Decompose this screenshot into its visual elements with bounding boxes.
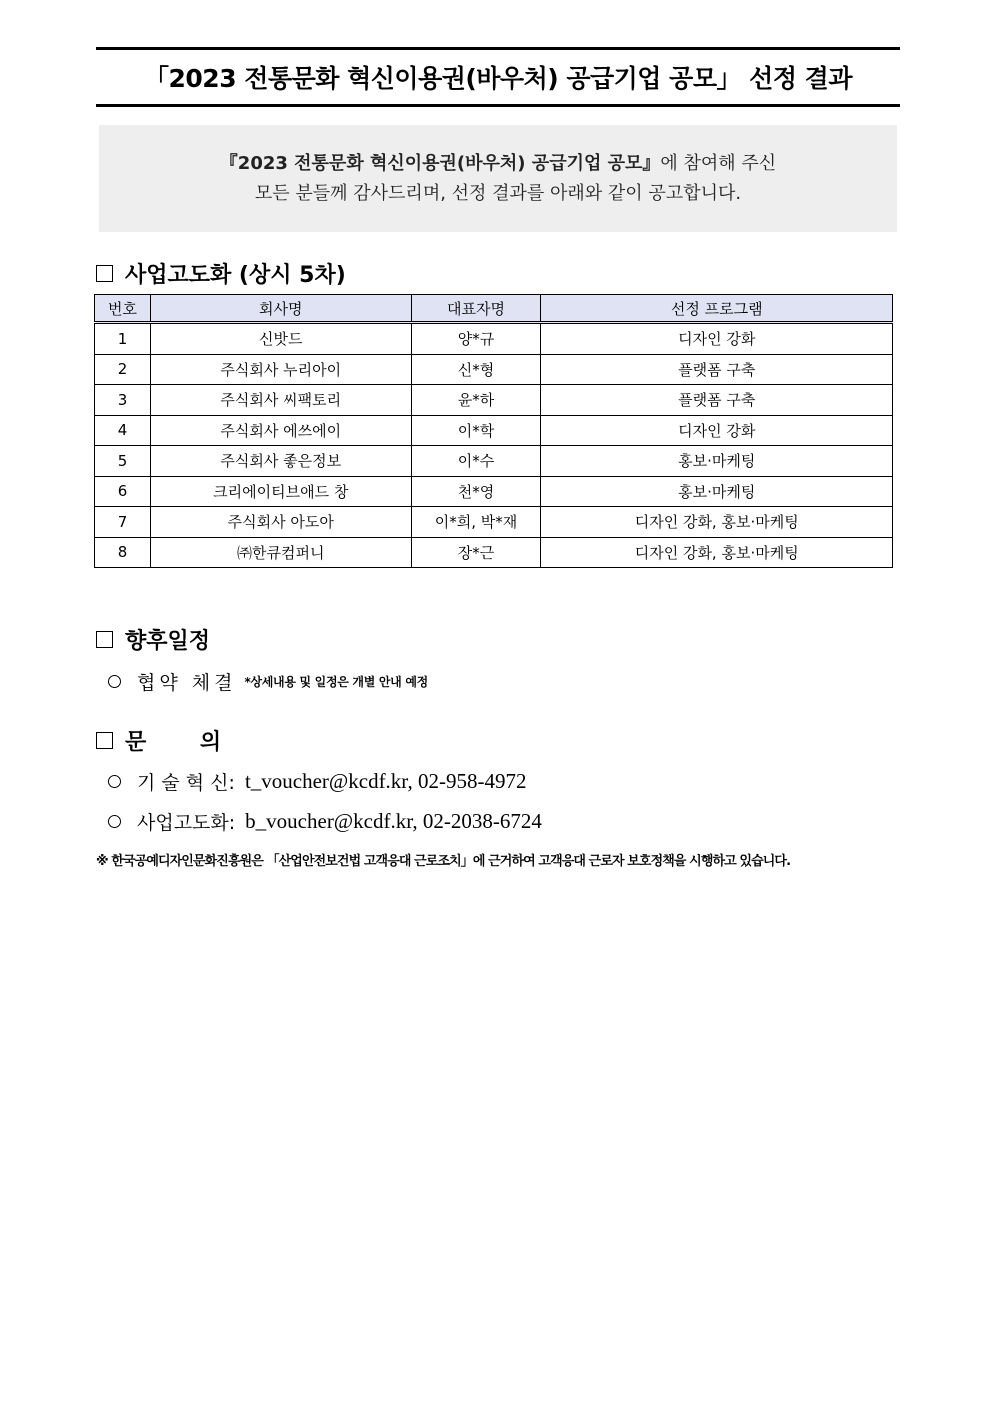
table-cell: 주식회사 씨팩토리 — [150, 385, 411, 416]
schedule-item-note: *상세내용 및 일정은 개별 안내 예정 — [244, 675, 428, 689]
bullet-circle-icon — [108, 675, 121, 688]
table-cell: 천*영 — [411, 476, 541, 507]
page-title: 「2023 전통문화 혁신이용권(바우처) 공급기업 공모」 선정 결과 — [96, 47, 900, 107]
table-cell: 양*규 — [411, 323, 541, 355]
selection-table — [94, 294, 893, 568]
table-cell: 플랫폼 구축 — [541, 354, 893, 385]
table-row — [95, 354, 893, 385]
section-heading-schedule — [96, 624, 210, 655]
contact-item — [108, 808, 542, 835]
section-heading-business — [96, 258, 346, 289]
table-cell: 8 — [95, 537, 151, 568]
table-cell: 신밧드 — [150, 323, 411, 355]
table-cell: 주식회사 누리아이 — [150, 354, 411, 385]
table-cell: 7 — [95, 507, 151, 538]
section-heading-inquiry — [96, 725, 221, 756]
table-cell: ㈜한큐컴퍼니 — [150, 537, 411, 568]
contact-label: 사업고도화: — [137, 812, 236, 834]
contact-value: b_voucher@kcdf.kr, 02-2038-6724 — [245, 809, 542, 833]
table-cell: 신*형 — [411, 354, 541, 385]
table-cell: 디자인 강화, 홍보·마케팅 — [541, 507, 893, 538]
intro-line-1-rest: 에 참여해 주신 — [660, 152, 777, 174]
column-header: 번호 — [95, 295, 151, 323]
table-row — [95, 476, 893, 507]
intro-line-1 — [220, 149, 776, 179]
table-cell: 4 — [95, 415, 151, 446]
table-cell: 홍보·마케팅 — [541, 446, 893, 477]
schedule-item — [108, 668, 428, 695]
table-row — [95, 415, 893, 446]
table-cell: 디자인 강화 — [541, 323, 893, 355]
table-header-row — [95, 295, 893, 323]
table-cell: 주식회사 아도아 — [150, 507, 411, 538]
table-cell: 디자인 강화 — [541, 415, 893, 446]
checkbox-square-icon — [96, 631, 113, 648]
table-cell: 1 — [95, 323, 151, 355]
table-cell: 장*근 — [411, 537, 541, 568]
checkbox-square-icon — [96, 732, 113, 749]
contact-item — [108, 768, 526, 795]
column-header: 회사명 — [150, 295, 411, 323]
bullet-circle-icon — [108, 775, 121, 788]
section-heading-text: 사업고도화 (상시 5차) — [125, 263, 346, 288]
table-cell: 플랫폼 구축 — [541, 385, 893, 416]
table-cell: 디자인 강화, 홍보·마케팅 — [541, 537, 893, 568]
section-heading-text: 향후일정 — [125, 629, 211, 654]
table-cell: 5 — [95, 446, 151, 477]
table-cell: 이*수 — [411, 446, 541, 477]
bullet-circle-icon — [108, 815, 121, 828]
contact-label: 기 술 혁 신: — [137, 772, 235, 794]
intro-box — [99, 125, 897, 232]
schedule-item-label: 협약 체결 — [137, 672, 237, 694]
column-header: 대표자명 — [411, 295, 541, 323]
contact-value: t_voucher@kcdf.kr, 02-958-4972 — [244, 769, 527, 793]
table-cell: 6 — [95, 476, 151, 507]
table-cell: 주식회사 좋은정보 — [150, 446, 411, 477]
table-cell: 윤*하 — [411, 385, 541, 416]
table-row — [95, 446, 893, 477]
table-cell: 이*희, 박*재 — [411, 507, 541, 538]
footnote: ※ 한국공예디자인문화진흥원은 「산업안전보건법 고객응대 근로조치」에 근거하여 고객응대 근로자 보호정책을 시행하고 있습니다. — [96, 854, 791, 869]
section-heading-text: 문 의 — [125, 730, 222, 755]
table-cell: 이*학 — [411, 415, 541, 446]
intro-bold-title: 『2023 전통문화 혁신이용권(바우처) 공급기업 공모』 — [219, 152, 661, 174]
table-row — [95, 537, 893, 568]
table-row — [95, 507, 893, 538]
table-cell: 홍보·마케팅 — [541, 476, 893, 507]
table-cell: 3 — [95, 385, 151, 416]
table-cell: 주식회사 에쓰에이 — [150, 415, 411, 446]
table-row — [95, 323, 893, 355]
intro-line-2: 모든 분들께 감사드리며, 선정 결과를 아래와 같이 공고합니다. — [254, 182, 742, 204]
checkbox-square-icon — [96, 265, 113, 282]
column-header: 선정 프로그램 — [541, 295, 893, 323]
table-cell: 2 — [95, 354, 151, 385]
table-row — [95, 385, 893, 416]
table-cell: 크리에이티브애드 창 — [150, 476, 411, 507]
